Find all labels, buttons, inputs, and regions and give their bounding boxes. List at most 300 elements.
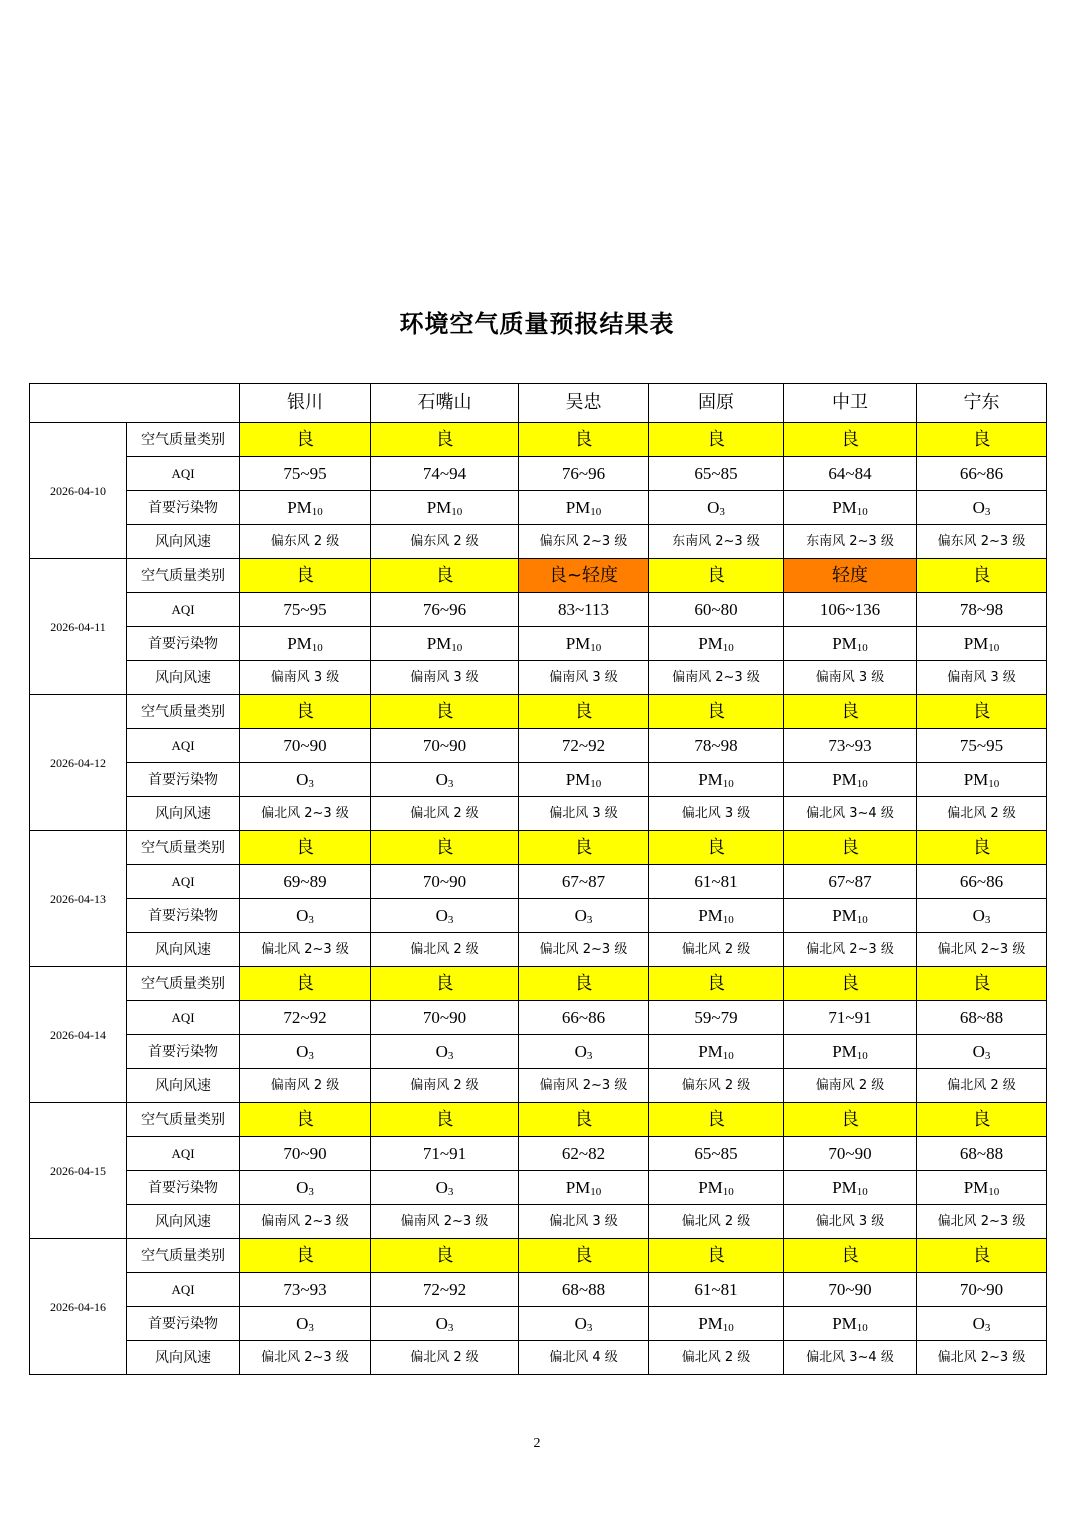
row-label: AQI bbox=[127, 729, 240, 763]
pollutant-row bbox=[30, 627, 1047, 661]
pollutant-base: PM bbox=[565, 1177, 591, 1197]
category-cell: 良 bbox=[519, 1103, 649, 1137]
category-row bbox=[30, 1239, 1047, 1273]
pollutant-base: O bbox=[574, 1313, 587, 1333]
category-cell: 良 bbox=[784, 423, 917, 457]
aqi-cell: 75~95 bbox=[240, 457, 371, 491]
aqi-cell: 65~85 bbox=[649, 1137, 784, 1171]
wind-cell: 偏南风 2~3 级 bbox=[649, 661, 784, 695]
category-cell: 良 bbox=[371, 1239, 519, 1273]
pollutant-subscript: 3 bbox=[984, 505, 991, 518]
row-label: 空气质量类别 bbox=[127, 831, 240, 865]
pollutant-subscript: 3 bbox=[308, 1049, 314, 1062]
pollutant-cell bbox=[519, 627, 649, 661]
pollutant-cell bbox=[371, 1171, 519, 1205]
category-cell: 良 bbox=[784, 1239, 917, 1273]
row-label: 空气质量类别 bbox=[127, 1239, 240, 1273]
pollutant-cell bbox=[649, 899, 784, 933]
aqi-cell: 72~92 bbox=[371, 1273, 519, 1307]
row-label: 首要污染物 bbox=[127, 899, 240, 933]
category-cell: 良 bbox=[917, 559, 1047, 593]
wind-cell: 偏北风 2~3 级 bbox=[917, 1341, 1047, 1375]
pollutant-cell bbox=[784, 1035, 917, 1069]
wind-cell: 偏南风 2 级 bbox=[784, 1069, 917, 1103]
pollutant-subscript: 3 bbox=[447, 1049, 454, 1062]
pollutant-cell bbox=[371, 1307, 519, 1341]
aqi-cell: 72~92 bbox=[519, 729, 649, 763]
aqi-cell: 72~92 bbox=[240, 1001, 371, 1035]
date-cell: 2026-04-13 bbox=[30, 831, 127, 967]
pollutant-base: PM bbox=[698, 633, 723, 653]
category-cell: 良 bbox=[649, 1103, 784, 1137]
pollutant-base: O bbox=[435, 1041, 448, 1061]
aqi-cell: 106~136 bbox=[784, 593, 917, 627]
aqi-cell: 67~87 bbox=[519, 865, 649, 899]
row-label: 空气质量类别 bbox=[127, 423, 240, 457]
pollutant-subscript: 10 bbox=[722, 1185, 734, 1198]
pollutant-subscript: 3 bbox=[984, 1049, 991, 1062]
wind-row bbox=[30, 1341, 1047, 1375]
pollutant-cell bbox=[649, 627, 784, 661]
aqi-cell: 61~81 bbox=[649, 865, 784, 899]
wind-cell: 偏北风 2 级 bbox=[371, 1341, 519, 1375]
row-label: 风向风速 bbox=[127, 1069, 240, 1103]
pollutant-cell bbox=[917, 1307, 1047, 1341]
date-cell: 2026-04-16 bbox=[30, 1239, 127, 1375]
pollutant-cell bbox=[240, 1035, 371, 1069]
pollutant-row bbox=[30, 1171, 1047, 1205]
row-label: AQI bbox=[127, 457, 240, 491]
pollutant-subscript: 10 bbox=[856, 641, 868, 654]
pollutant-subscript: 3 bbox=[308, 913, 314, 926]
pollutant-subscript: 3 bbox=[586, 913, 593, 926]
pollutant-subscript: 3 bbox=[984, 913, 991, 926]
pollutant-cell bbox=[371, 491, 519, 525]
pollutant-base: PM bbox=[426, 633, 452, 653]
row-label: 空气质量类别 bbox=[127, 559, 240, 593]
pollutant-cell bbox=[519, 899, 649, 933]
date-cell: 2026-04-11 bbox=[30, 559, 127, 695]
aqi-cell: 70~90 bbox=[371, 729, 519, 763]
aqi-cell: 73~93 bbox=[784, 729, 917, 763]
category-cell: 良 bbox=[240, 559, 371, 593]
pollutant-cell bbox=[649, 763, 784, 797]
pollutant-cell bbox=[784, 763, 917, 797]
aqi-row bbox=[30, 865, 1047, 899]
wind-cell: 偏南风 2~3 级 bbox=[371, 1205, 519, 1239]
aqi-cell: 67~87 bbox=[784, 865, 917, 899]
aqi-row bbox=[30, 1001, 1047, 1035]
pollutant-row bbox=[30, 1035, 1047, 1069]
category-cell: 良 bbox=[649, 695, 784, 729]
category-cell: 良 bbox=[649, 1239, 784, 1273]
wind-cell: 偏东风 2~3 级 bbox=[519, 525, 649, 559]
row-label: 首要污染物 bbox=[127, 763, 240, 797]
pollutant-cell bbox=[519, 1171, 649, 1205]
wind-cell: 偏东风 2~3 级 bbox=[917, 525, 1047, 559]
category-cell: 良 bbox=[240, 967, 371, 1001]
category-cell: 良 bbox=[371, 559, 519, 593]
category-cell: 良 bbox=[240, 695, 371, 729]
pollutant-base: PM bbox=[832, 905, 857, 925]
pollutant-subscript: 3 bbox=[447, 777, 454, 790]
wind-row bbox=[30, 1069, 1047, 1103]
pollutant-cell bbox=[371, 763, 519, 797]
pollutant-cell bbox=[784, 1307, 917, 1341]
pollutant-subscript: 3 bbox=[308, 1185, 314, 1198]
pollutant-base: PM bbox=[426, 497, 452, 517]
wind-row bbox=[30, 661, 1047, 695]
aqi-cell: 71~91 bbox=[784, 1001, 917, 1035]
pollutant-cell bbox=[917, 763, 1047, 797]
pollutant-cell bbox=[917, 1035, 1047, 1069]
row-label: AQI bbox=[127, 1001, 240, 1035]
pollutant-subscript: 10 bbox=[590, 505, 602, 518]
wind-cell: 偏南风 3 级 bbox=[784, 661, 917, 695]
wind-cell: 偏北风 3 级 bbox=[519, 797, 649, 831]
pollutant-cell bbox=[917, 1171, 1047, 1205]
pollutant-cell bbox=[917, 899, 1047, 933]
pollutant-subscript: 10 bbox=[722, 777, 734, 790]
pollutant-subscript: 10 bbox=[856, 1185, 868, 1198]
category-cell: 良 bbox=[519, 1239, 649, 1273]
wind-cell: 偏东风 2 级 bbox=[649, 1069, 784, 1103]
pollutant-base: PM bbox=[565, 633, 591, 653]
aqi-cell: 68~88 bbox=[917, 1001, 1047, 1035]
pollutant-cell bbox=[519, 1307, 649, 1341]
pollutant-cell bbox=[240, 1171, 371, 1205]
pollutant-base: PM bbox=[832, 769, 857, 789]
pollutant-base: O bbox=[296, 769, 309, 789]
category-cell: 良 bbox=[649, 423, 784, 457]
aqi-cell: 68~88 bbox=[519, 1273, 649, 1307]
row-label: AQI bbox=[127, 1273, 240, 1307]
wind-row bbox=[30, 797, 1047, 831]
pollutant-subscript: 3 bbox=[719, 505, 725, 518]
pollutant-subscript: 10 bbox=[856, 505, 868, 518]
header-corner-cell bbox=[30, 384, 240, 423]
row-label: 风向风速 bbox=[127, 661, 240, 695]
aqi-cell: 62~82 bbox=[519, 1137, 649, 1171]
pollutant-subscript: 10 bbox=[311, 641, 323, 654]
category-cell: 良 bbox=[917, 695, 1047, 729]
pollutant-subscript: 10 bbox=[856, 777, 868, 790]
pollutant-base: PM bbox=[832, 1041, 857, 1061]
category-cell: 良 bbox=[649, 559, 784, 593]
pollutant-subscript: 10 bbox=[722, 913, 734, 926]
pollutant-base: O bbox=[296, 905, 309, 925]
category-cell: 良 bbox=[784, 831, 917, 865]
aqi-cell: 70~90 bbox=[917, 1273, 1047, 1307]
pollutant-row bbox=[30, 899, 1047, 933]
pollutant-subscript: 10 bbox=[856, 1321, 868, 1334]
row-label: AQI bbox=[127, 593, 240, 627]
pollutant-cell bbox=[784, 1171, 917, 1205]
pollutant-base: PM bbox=[963, 1177, 989, 1197]
aqi-cell: 83~113 bbox=[519, 593, 649, 627]
pollutant-subscript: 10 bbox=[590, 777, 602, 790]
pollutant-base: PM bbox=[832, 1313, 857, 1333]
pollutant-base: O bbox=[972, 1313, 985, 1333]
wind-cell: 偏东风 2 级 bbox=[240, 525, 371, 559]
pollutant-base: O bbox=[972, 1041, 985, 1061]
row-label: AQI bbox=[127, 1137, 240, 1171]
row-label: 风向风速 bbox=[127, 1341, 240, 1375]
aqi-cell: 61~81 bbox=[649, 1273, 784, 1307]
pollutant-subscript: 10 bbox=[988, 641, 1000, 654]
row-label: 风向风速 bbox=[127, 525, 240, 559]
wind-cell: 偏北风 2~3 级 bbox=[519, 933, 649, 967]
city-header: 银川 bbox=[240, 384, 371, 423]
wind-cell: 偏北风 2~3 级 bbox=[240, 1341, 371, 1375]
aqi-cell: 70~90 bbox=[240, 1137, 371, 1171]
pollutant-base: PM bbox=[698, 1041, 723, 1061]
pollutant-row bbox=[30, 491, 1047, 525]
wind-cell: 偏北风 2 级 bbox=[649, 1205, 784, 1239]
category-cell: 良 bbox=[784, 967, 917, 1001]
row-label: 空气质量类别 bbox=[127, 967, 240, 1001]
aqi-cell: 70~90 bbox=[371, 865, 519, 899]
wind-cell: 偏北风 2 级 bbox=[371, 933, 519, 967]
pollutant-cell bbox=[240, 491, 371, 525]
pollutant-base: O bbox=[574, 905, 587, 925]
category-cell: 良 bbox=[649, 967, 784, 1001]
row-label: 首要污染物 bbox=[127, 491, 240, 525]
wind-cell: 偏北风 2~3 级 bbox=[917, 933, 1047, 967]
aqi-cell: 66~86 bbox=[917, 457, 1047, 491]
pollutant-subscript: 10 bbox=[856, 1049, 868, 1062]
category-cell: 良 bbox=[240, 1239, 371, 1273]
pollutant-cell bbox=[917, 491, 1047, 525]
city-header: 石嘴山 bbox=[371, 384, 519, 423]
pollutant-cell bbox=[371, 627, 519, 661]
category-row bbox=[30, 831, 1047, 865]
category-cell: 良 bbox=[371, 1103, 519, 1137]
pollutant-base: O bbox=[707, 497, 720, 517]
wind-row bbox=[30, 933, 1047, 967]
wind-cell: 偏南风 2 级 bbox=[240, 1069, 371, 1103]
row-label: 风向风速 bbox=[127, 797, 240, 831]
pollutant-base: O bbox=[435, 905, 448, 925]
category-cell: 良 bbox=[917, 423, 1047, 457]
aqi-cell: 65~85 bbox=[649, 457, 784, 491]
wind-cell: 偏北风 2~3 级 bbox=[240, 933, 371, 967]
pollutant-cell bbox=[649, 1035, 784, 1069]
wind-cell: 偏北风 3 级 bbox=[784, 1205, 917, 1239]
aqi-cell: 78~98 bbox=[917, 593, 1047, 627]
pollutant-base: PM bbox=[698, 905, 723, 925]
aqi-cell: 71~91 bbox=[371, 1137, 519, 1171]
aqi-row bbox=[30, 457, 1047, 491]
row-label: 空气质量类别 bbox=[127, 1103, 240, 1137]
pollutant-base: O bbox=[296, 1041, 309, 1061]
pollutant-subscript: 10 bbox=[856, 913, 868, 926]
category-cell: 良 bbox=[519, 831, 649, 865]
date-cell: 2026-04-14 bbox=[30, 967, 127, 1103]
category-cell: 良 bbox=[240, 831, 371, 865]
aqi-cell: 70~90 bbox=[371, 1001, 519, 1035]
wind-cell: 偏北风 4 级 bbox=[519, 1341, 649, 1375]
pollutant-base: O bbox=[435, 1177, 448, 1197]
wind-cell: 偏南风 2~3 级 bbox=[519, 1069, 649, 1103]
wind-cell: 偏南风 3 级 bbox=[917, 661, 1047, 695]
pollutant-cell bbox=[784, 899, 917, 933]
aqi-cell: 66~86 bbox=[917, 865, 1047, 899]
pollutant-subscript: 3 bbox=[586, 1049, 593, 1062]
pollutant-base: PM bbox=[832, 497, 857, 517]
wind-cell: 偏南风 2~3 级 bbox=[240, 1205, 371, 1239]
pollutant-base: PM bbox=[565, 497, 591, 517]
aqi-cell: 76~96 bbox=[519, 457, 649, 491]
wind-cell: 偏南风 3 级 bbox=[371, 661, 519, 695]
pollutant-base: PM bbox=[287, 497, 312, 517]
aqi-cell: 75~95 bbox=[240, 593, 371, 627]
aqi-row bbox=[30, 729, 1047, 763]
pollutant-cell bbox=[784, 491, 917, 525]
wind-cell: 偏南风 3 级 bbox=[519, 661, 649, 695]
wind-cell: 偏北风 3~4 级 bbox=[784, 797, 917, 831]
category-cell: 良 bbox=[371, 967, 519, 1001]
pollutant-cell bbox=[240, 763, 371, 797]
wind-cell: 偏北风 2~3 级 bbox=[240, 797, 371, 831]
pollutant-subscript: 3 bbox=[308, 777, 314, 790]
category-cell: 良 bbox=[519, 967, 649, 1001]
row-label: AQI bbox=[127, 865, 240, 899]
pollutant-cell bbox=[917, 627, 1047, 661]
pollutant-row bbox=[30, 1307, 1047, 1341]
pollutant-subscript: 10 bbox=[988, 777, 1000, 790]
pollutant-cell bbox=[519, 1035, 649, 1069]
forecast-table-body bbox=[30, 384, 1047, 1375]
aqi-row bbox=[30, 1137, 1047, 1171]
row-label: 首要污染物 bbox=[127, 627, 240, 661]
category-row bbox=[30, 423, 1047, 457]
pollutant-base: PM bbox=[832, 1177, 857, 1197]
row-label: 首要污染物 bbox=[127, 1035, 240, 1069]
aqi-row bbox=[30, 1273, 1047, 1307]
aqi-row bbox=[30, 593, 1047, 627]
wind-cell: 偏北风 3 级 bbox=[649, 797, 784, 831]
pollutant-base: PM bbox=[963, 769, 989, 789]
wind-cell: 偏北风 2~3 级 bbox=[917, 1205, 1047, 1239]
pollutant-base: O bbox=[435, 1313, 448, 1333]
wind-cell: 偏北风 2 级 bbox=[371, 797, 519, 831]
pollutant-cell bbox=[649, 1171, 784, 1205]
pollutant-subscript: 3 bbox=[586, 1321, 593, 1334]
wind-cell: 偏东风 2 级 bbox=[371, 525, 519, 559]
pollutant-cell bbox=[240, 1307, 371, 1341]
city-header: 宁东 bbox=[917, 384, 1047, 423]
wind-cell: 偏北风 2 级 bbox=[649, 933, 784, 967]
pollutant-subscript: 3 bbox=[447, 1185, 454, 1198]
row-label: 风向风速 bbox=[127, 1205, 240, 1239]
pollutant-cell bbox=[649, 491, 784, 525]
header-row bbox=[30, 384, 1047, 423]
aqi-cell: 73~93 bbox=[240, 1273, 371, 1307]
wind-cell: 偏南风 3 级 bbox=[240, 661, 371, 695]
pollutant-base: PM bbox=[698, 1177, 723, 1197]
pollutant-cell bbox=[240, 899, 371, 933]
aqi-cell: 60~80 bbox=[649, 593, 784, 627]
aqi-cell: 76~96 bbox=[371, 593, 519, 627]
pollutant-cell bbox=[784, 627, 917, 661]
pollutant-base: PM bbox=[832, 633, 857, 653]
pollutant-subscript: 3 bbox=[984, 1321, 991, 1334]
category-cell: 良 bbox=[784, 1103, 917, 1137]
category-row bbox=[30, 559, 1047, 593]
city-header: 吴忠 bbox=[519, 384, 649, 423]
category-cell: 良 bbox=[371, 423, 519, 457]
category-row bbox=[30, 695, 1047, 729]
pollutant-subscript: 10 bbox=[590, 641, 602, 654]
pollutant-cell bbox=[649, 1307, 784, 1341]
row-label: 首要污染物 bbox=[127, 1171, 240, 1205]
pollutant-row bbox=[30, 763, 1047, 797]
aqi-cell: 70~90 bbox=[240, 729, 371, 763]
wind-cell: 偏南风 2 级 bbox=[371, 1069, 519, 1103]
date-cell: 2026-04-10 bbox=[30, 423, 127, 559]
pollutant-subscript: 3 bbox=[447, 1321, 454, 1334]
category-cell: 良 bbox=[519, 423, 649, 457]
date-cell: 2026-04-12 bbox=[30, 695, 127, 831]
page-number: 2 bbox=[533, 1436, 541, 1451]
pollutant-base: PM bbox=[287, 633, 312, 653]
category-cell: 良 bbox=[371, 831, 519, 865]
pollutant-subscript: 10 bbox=[451, 505, 463, 518]
category-cell: 良 bbox=[917, 967, 1047, 1001]
row-label: 空气质量类别 bbox=[127, 695, 240, 729]
aqi-cell: 66~86 bbox=[519, 1001, 649, 1035]
aqi-cell: 70~90 bbox=[784, 1273, 917, 1307]
category-cell: 良 bbox=[519, 695, 649, 729]
city-header: 中卫 bbox=[784, 384, 917, 423]
category-row bbox=[30, 1103, 1047, 1137]
pollutant-subscript: 10 bbox=[722, 641, 734, 654]
pollutant-subscript: 10 bbox=[722, 1049, 734, 1062]
wind-cell: 偏北风 2~3 级 bbox=[784, 933, 917, 967]
wind-cell: 偏北风 3~4 级 bbox=[784, 1341, 917, 1375]
pollutant-base: O bbox=[972, 905, 985, 925]
pollutant-base: PM bbox=[698, 769, 723, 789]
aqi-cell: 70~90 bbox=[784, 1137, 917, 1171]
pollutant-base: PM bbox=[565, 769, 591, 789]
city-header: 固原 bbox=[649, 384, 784, 423]
forecast-table bbox=[29, 383, 1047, 1375]
aqi-cell: 68~88 bbox=[917, 1137, 1047, 1171]
aqi-cell: 69~89 bbox=[240, 865, 371, 899]
aqi-cell: 64~84 bbox=[784, 457, 917, 491]
wind-cell: 偏北风 2 级 bbox=[649, 1341, 784, 1375]
row-label: 风向风速 bbox=[127, 933, 240, 967]
pollutant-subscript: 3 bbox=[447, 913, 454, 926]
category-cell: 良~轻度 bbox=[519, 559, 649, 593]
pollutant-subscript: 3 bbox=[308, 1321, 314, 1334]
wind-cell: 偏北风 3 级 bbox=[519, 1205, 649, 1239]
wind-cell: 偏北风 2 级 bbox=[917, 1069, 1047, 1103]
wind-cell: 东南风 2~3 级 bbox=[784, 525, 917, 559]
aqi-cell: 74~94 bbox=[371, 457, 519, 491]
wind-cell: 偏北风 2 级 bbox=[917, 797, 1047, 831]
pollutant-subscript: 10 bbox=[722, 1321, 734, 1334]
category-cell: 良 bbox=[917, 831, 1047, 865]
pollutant-base: PM bbox=[698, 1313, 723, 1333]
category-cell: 良 bbox=[240, 1103, 371, 1137]
aqi-cell: 78~98 bbox=[649, 729, 784, 763]
pollutant-cell bbox=[519, 763, 649, 797]
aqi-cell: 75~95 bbox=[917, 729, 1047, 763]
pollutant-subscript: 10 bbox=[451, 641, 463, 654]
category-cell: 良 bbox=[240, 423, 371, 457]
